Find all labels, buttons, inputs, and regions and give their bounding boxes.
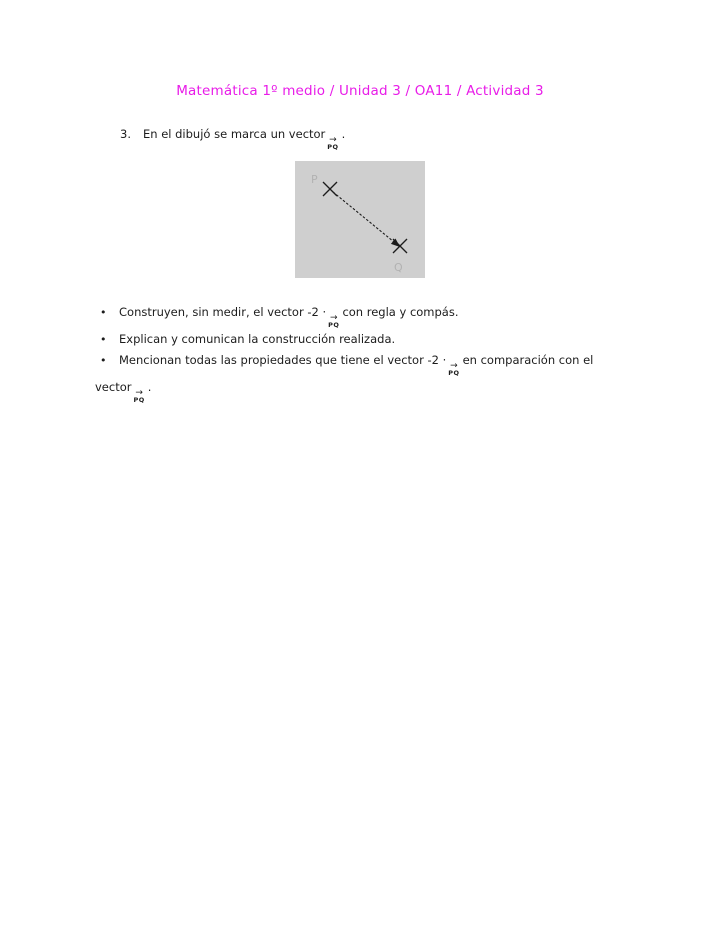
bullet3-text-before: Mencionan todas las propiedades que tiene el vector -2 ·	[119, 353, 447, 367]
bullet-item-construyen	[95, 302, 640, 329]
vector-arrow-icon: →	[330, 313, 338, 323]
vector-pq-notation	[133, 390, 144, 404]
vector-pq-notation	[328, 315, 339, 329]
figure-point-p-label: P	[311, 173, 318, 186]
vector-arrow-icon: →	[135, 388, 143, 398]
bullet3-text-after: en comparación con el	[462, 353, 594, 367]
bullet-text: Explican y comunican la construcción realizada.	[119, 332, 396, 346]
vector-letters: PQ	[448, 369, 460, 377]
item-text-after: .	[341, 127, 346, 141]
bullet-list	[95, 302, 640, 404]
bullet3-cont-after: .	[147, 380, 152, 394]
vector-letters: PQ	[327, 143, 339, 151]
bullet-text	[119, 350, 593, 377]
bullet-marker: •	[100, 333, 107, 346]
vector-arrow-icon: →	[329, 135, 337, 145]
bullet-item-mencionan	[95, 350, 640, 377]
activity-item-3	[120, 126, 345, 151]
bullet1-text-before: Construyen, sin medir, el vector -2 ·	[119, 305, 327, 319]
vector-pq-drawing	[295, 161, 425, 278]
bullet-text	[119, 302, 459, 329]
vector-pq-notation	[448, 363, 459, 377]
x-mark-q	[393, 239, 407, 253]
vector-letters: PQ	[328, 321, 340, 329]
vector-pq-notation	[327, 137, 338, 151]
x-mark-p	[323, 182, 337, 196]
bullet-marker: •	[100, 306, 107, 319]
figure-point-q-label: Q	[394, 261, 403, 274]
bullet-marker: •	[100, 354, 107, 367]
item-text-before: En el dibujó se marca un vector	[143, 127, 326, 141]
vector-figure	[295, 161, 425, 278]
arrowhead-icon	[391, 239, 400, 248]
vector-letters: PQ	[133, 396, 145, 404]
vector-arrow-icon: →	[450, 361, 458, 371]
vector-line	[333, 192, 394, 242]
bullet-item-explican	[95, 329, 640, 350]
bullet-item-mencionan-continuation	[95, 377, 640, 404]
page-title: Matemática 1º medio / Unidad 3 / OA11 / Actividad 3	[176, 83, 544, 99]
bullet1-text-after: con regla y compás.	[342, 305, 459, 319]
bullet-text	[95, 377, 151, 404]
item-text	[143, 126, 345, 151]
bullet3-cont-before: vector	[95, 380, 132, 394]
item-number: 3.	[120, 127, 131, 141]
